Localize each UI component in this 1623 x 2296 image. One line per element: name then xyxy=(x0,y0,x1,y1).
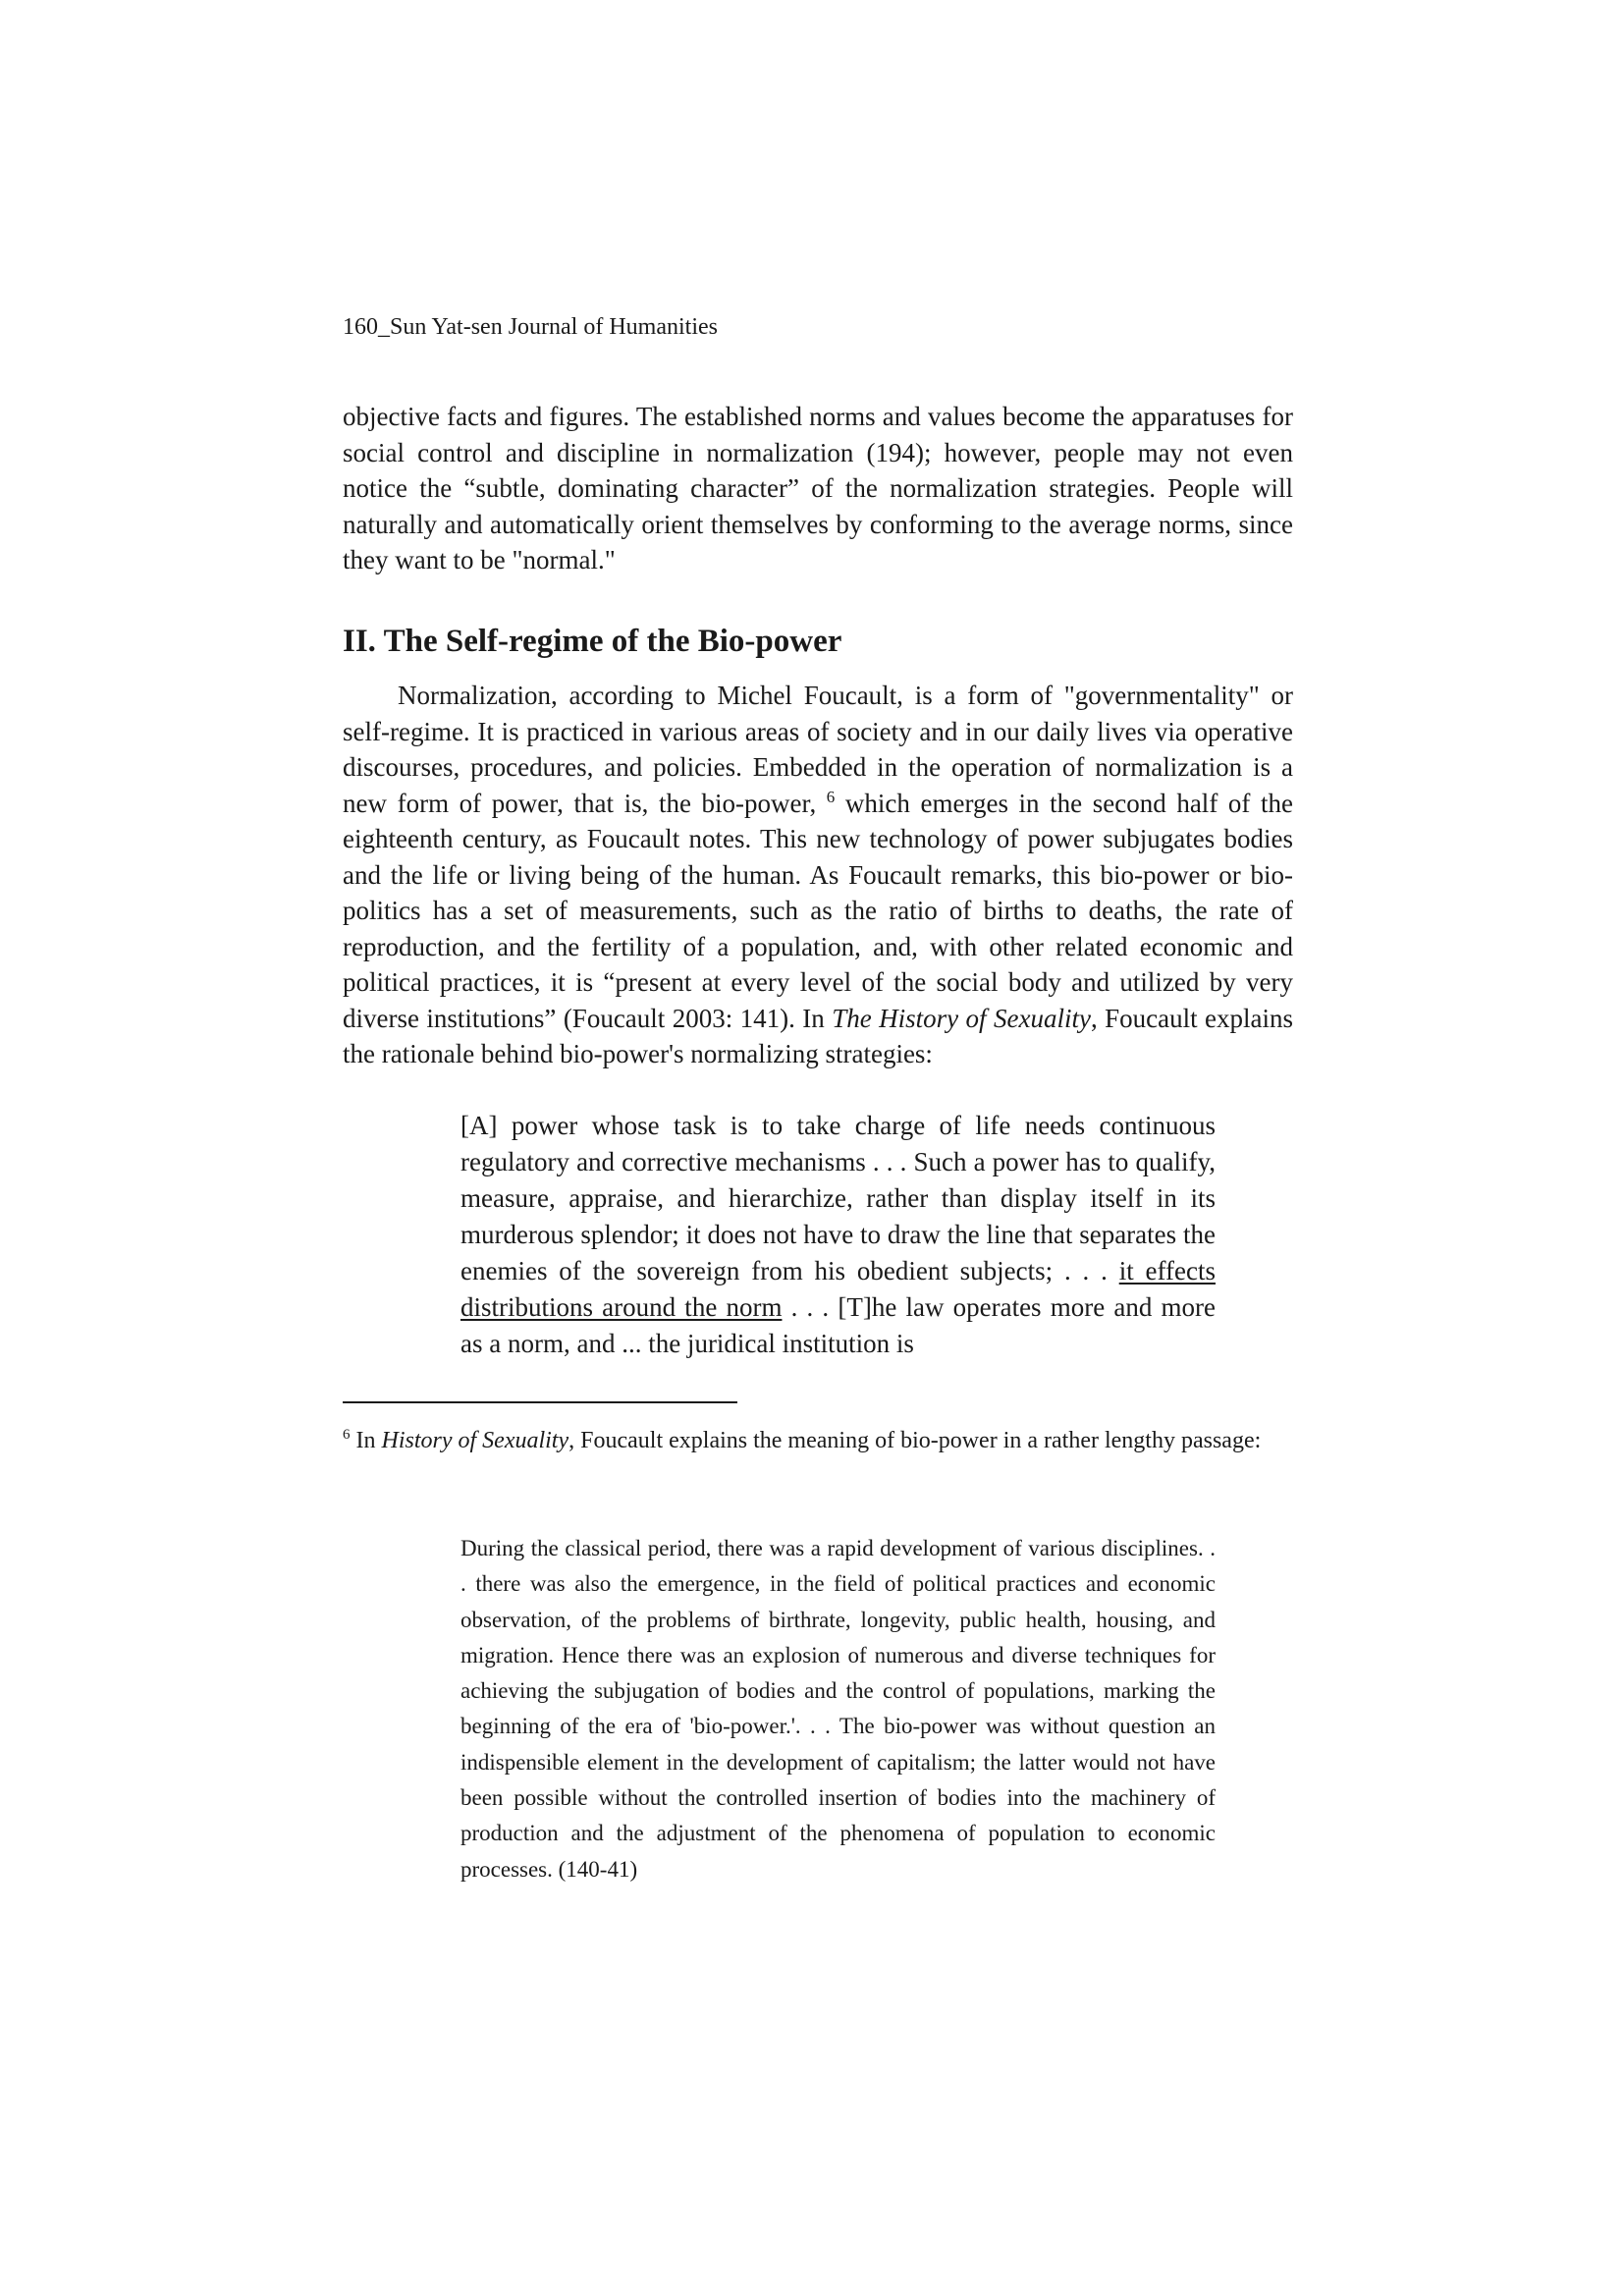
footnote-divider xyxy=(343,1401,737,1403)
paragraph-continued: objective facts and figures. The established norms and values become the apparatuses for social control and discipline in normalization (194); however, people may not even notice the “subtle, dominating character” of the normalization strategies. People will naturally and automatically orient themselves by conforming to the average norms, since they want to be "normal." xyxy=(343,402,1293,574)
quote-text-b: . . . [T]he law operates more and more as a norm, and ... the juridical institution is xyxy=(460,1292,1216,1358)
footnote xyxy=(343,1423,1307,1458)
section-heading: II. The Self-regime of the Bio-power xyxy=(343,624,842,659)
underlined-phrase: it effects distributions around the norm xyxy=(460,1256,1216,1322)
running-head: 160_Sun Yat-sen Journal of Humanities xyxy=(343,314,718,340)
footnote-text-a: In xyxy=(350,1428,382,1453)
paragraph-normalization xyxy=(343,678,1293,1072)
footnote-text-b: , Foucault explains the meaning of bio-power in a rather lengthy passage: xyxy=(568,1428,1262,1453)
book-title: The History of Sexuality xyxy=(832,1003,1091,1033)
footnote-number: 6 xyxy=(343,1427,351,1443)
footnote-book-title: History of Sexuality xyxy=(381,1428,569,1453)
paragraph-text-a: Normalization, according to Michel Foucault, is a form of "governmentality" or self-regime. It is practiced in various areas of society and in our daily lives via operative discourses, procedures, and policies. Embedded in the operation of normalization is a new form of power, that is, the bio-power, xyxy=(343,681,1293,818)
block-quote xyxy=(460,1108,1216,1362)
quote-text-a: [A] power whose task is to take charge of life needs continuous regulatory and corrective mechanisms . . . Such a power has to qualify, measure, appraise, and hierarchize, rather than display itself in its murderous splendor; it does not have to draw the line that separates the enemies of the sovereign from his obedient subjects; . . . xyxy=(460,1111,1216,1285)
footnote-reference[interactable]: 6 xyxy=(826,787,836,806)
paragraph-text-c: , Foucault explains the rationale behind bio-power's normalizing strategies: xyxy=(343,1003,1294,1068)
paragraph-text-b: which emerges in the second half of the eighteenth century, as Foucault notes. This new technology of power subjugates bodies and the life or living being of the human. As Foucault remarks, this bio-power or bio-politics has a set of measurements, such as the ratio of births to deaths, the rate of reproduction, and the fertility of a population, and, with other related economic and political practices, it is “present at every level of the social body and utilized by very diverse institutions” (Foucault 2003: 141). In xyxy=(343,788,1293,1033)
footnote-block-quote: During the classical period, there was a rapid development of various disciplines. . . there was also the emergence, in the field of political practices and economic observation, of the problems of birthrate, longevity, public health, housing, and migration. Hence there was an explosion of numerous and diverse techniques for achieving the subjugation of bodies and the control of populations, marking the beginning of the era of 'bio-power.'. . . The bio-power was without question an indispensible element in the development of capitalism; the latter would not have been possible without the controlled insertion of bodies into the machinery of production and the adjustment of the phenomena of population to economic processes. (140-41) xyxy=(460,1536,1216,1882)
